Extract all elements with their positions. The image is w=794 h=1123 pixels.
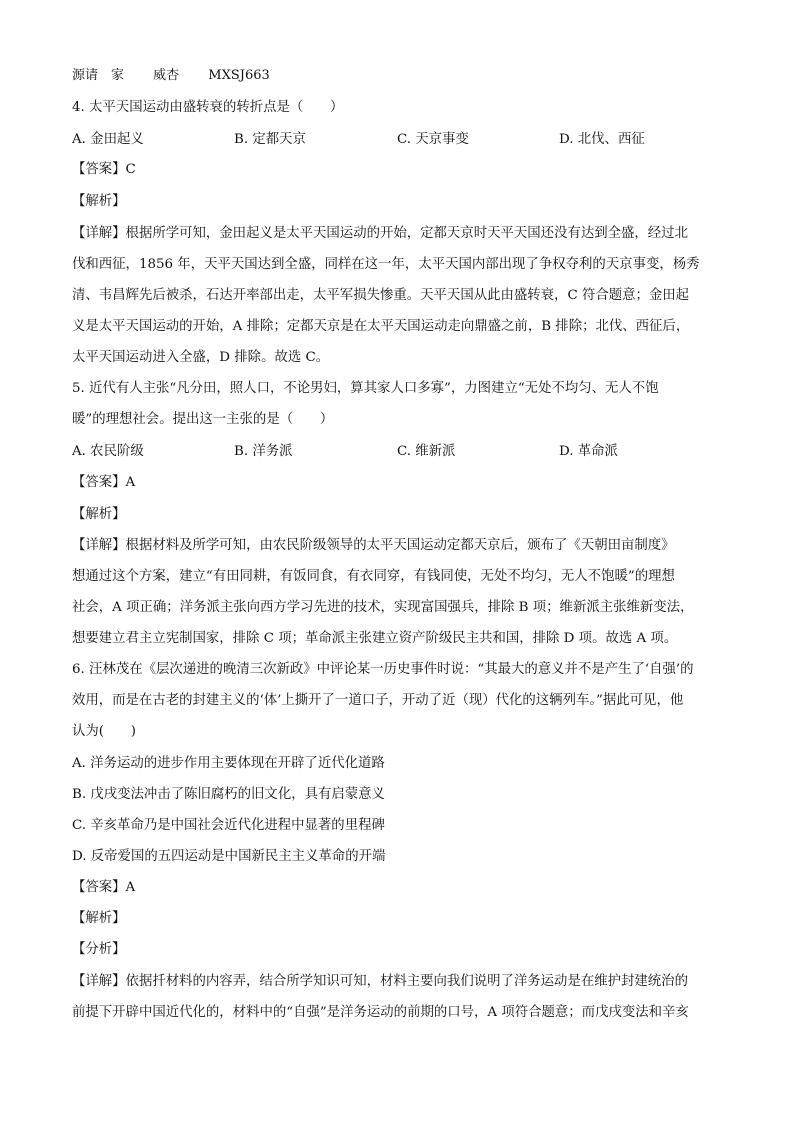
q4-analysis-label: 【解析】 bbox=[72, 194, 126, 209]
q5-option-b: B. 洋务派 bbox=[234, 444, 293, 459]
q6-stem-line: 6. 汪林茂在《层次递进的晚清三次新政》中评论某一历史事件时说：“其最大的意义并不是产生了‘自强’的 bbox=[72, 662, 694, 677]
q4-option-b: B. 定都天京 bbox=[234, 132, 306, 147]
q5-answer: 【答案】A bbox=[72, 475, 136, 490]
q4-detail-line: 【详解】根据所学可知，金田起义是太平天国运动的开始，定都天京时天平天国还没有达到全盛，经过北 bbox=[72, 226, 688, 241]
q4-option-c: C. 天京事变 bbox=[397, 132, 469, 147]
q4-detail-line: 伐和西征，1856 年，天平天国达到全盛，同样在这一年，太平天国内部出现了争权夺利的天京事变，杨秀 bbox=[72, 257, 700, 272]
q6-fenxi-label: 【分析】 bbox=[72, 942, 126, 957]
q6-stem-line: 认为( ) bbox=[72, 724, 137, 739]
q4-detail-line: 太平天国运动进入全盛，D 排除。故选 C。 bbox=[72, 350, 330, 365]
q4-answer: 【答案】C bbox=[72, 162, 136, 177]
q5-detail-line: 【详解】根据材料及所学可知，由农民阶级领导的太平天国运动定都天京后，颁布了《天朝田亩制度》 bbox=[72, 538, 675, 553]
q6-analysis-label: 【解析】 bbox=[72, 911, 126, 926]
page-header: 源请 家 威杏 MXSJ663 bbox=[72, 68, 270, 83]
q6-option-a: A. 洋务运动的进步作用主要体现在开辟了近代化道路 bbox=[72, 756, 385, 771]
q4-detail-line: 清、韦昌辉先后被杀，石达开率部出走，太平军损失惨重。天平天国从此由盛转衰，C 符合题意；金田起 bbox=[72, 288, 690, 303]
q5-stem-line: 暖”的理想社会。提出这一主张的是（ ） bbox=[72, 412, 334, 427]
q4-stem: 4. 太平天国运动由盛转衰的转折点是（ ） bbox=[72, 100, 344, 115]
q6-option-c: C. 辛亥革命乃是中国社会近代化进程中显著的里程碑 bbox=[72, 818, 385, 833]
q5-detail-line: 想要建立君主立宪制国家，排除 C 项；革命派主张建立资产阶级民主共和国，排除 D 项。故选 A 项。 bbox=[72, 631, 678, 646]
q5-option-d: D. 革命派 bbox=[559, 444, 618, 459]
q4-option-a: A. 金田起义 bbox=[72, 132, 144, 147]
q5-stem-line: 5. 近代有人主张“凡分田，照人口，不论男妇，算其家人口多寡”，力图建立“无处不均匀、无人不饱 bbox=[72, 381, 659, 396]
q6-option-b: B. 戊戌变法冲击了陈旧腐朽的旧文化，具有启蒙意义 bbox=[72, 787, 385, 802]
q5-analysis-label: 【解析】 bbox=[72, 507, 126, 522]
q4-option-d: D. 北伐、西征 bbox=[559, 132, 645, 147]
q6-detail-line: 前提下开辟中国近代化的，材料中的“自强”是洋务运动的前期的口号，A 项符合题意；而戊戌变法和辛亥 bbox=[72, 1005, 689, 1020]
q6-detail-line: 【详解】依据扦材料的内容弄，结合所学知识可知，材料主要向我们说明了洋务运动是在维护封建统治的 bbox=[72, 974, 688, 989]
q5-detail-line: 社会，A 项正确；洋务派主张向西方学习先进的技术，实现富国强兵，排除 B 项；维新派主张维新变法， bbox=[72, 600, 694, 615]
q5-option-a: A. 农民阶级 bbox=[72, 444, 144, 459]
q4-detail-line: 义是太平天国运动的开始，A 排除；定都天京是在太平天国运动走向鼎盛之前，B 排除；北伐、西征后， bbox=[72, 319, 690, 334]
q5-detail-line: 想通过这个方案，建立“有田同耕，有饭同食，有衣同穿，有钱同使，无处不均匀，无人不饱暖”的理想 bbox=[72, 569, 675, 584]
q6-answer: 【答案】A bbox=[72, 880, 136, 895]
q6-option-d: D. 反帝爱国的五四运动是中国新民主主义革命的开端 bbox=[72, 849, 386, 864]
q6-stem-line: 效用，而是在古老的封建主义的‘体’上撕开了一道口子，开动了近（现）代化的这辆列车。”据此可见，他 bbox=[72, 693, 684, 708]
q5-option-c: C. 维新派 bbox=[397, 444, 456, 459]
